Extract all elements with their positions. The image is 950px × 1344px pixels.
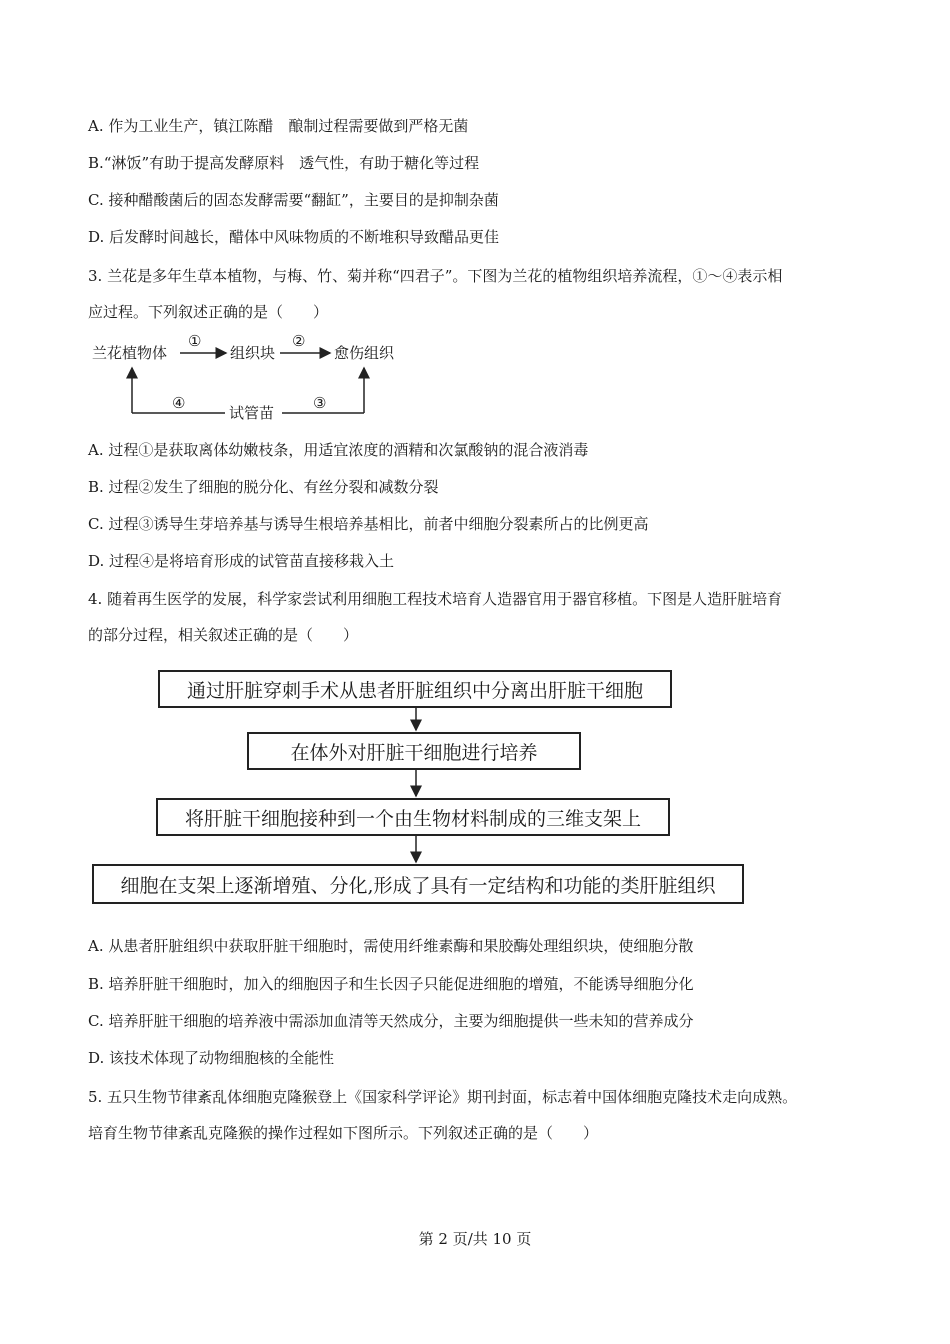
node-tissue-block: 组织块 (230, 344, 276, 362)
artificial-liver-flowchart (90, 664, 750, 914)
q4-option-b: B. 培养肝脏干细胞时，加入的细胞因子和生长因子只能促进细胞的增殖，不能诱导细胞分化 (88, 975, 694, 993)
page-number: 第 2 页/共 10 页 (418, 1230, 532, 1248)
q4-option-d: D. 该技术体现了动物细胞核的全能性 (88, 1049, 335, 1067)
q5-stem-line1: 5. 五只生物节律紊乱体细胞克隆猴登上《国家科学评论》期刊封面，标志着中国体细胞克隆技术走向成熟。 (88, 1088, 798, 1106)
node-callus: 愈伤组织 (334, 344, 395, 362)
node-test-tube-seedling: 试管苗 (229, 404, 275, 422)
flow-step-1: 通过肝脏穿刺手术从患者肝脏组织中分离出肝脏干细胞 (158, 670, 672, 708)
q3-stem-line2: 应过程。下列叙述正确的是（ ） (88, 303, 329, 321)
q4-option-a: A. 从患者肝脏组织中获取肝脏干细胞时，需使用纤维素酶和果胶酶处理组织块，使细胞分散 (88, 937, 694, 955)
flow-step-4: 细胞在支架上逐渐增殖、分化,形成了具有一定结构和功能的类肝脏组织 (92, 864, 744, 904)
q2-option-a: A. 作为工业生产，镇江陈醋 酿制过程需要做到严格无菌 (88, 117, 469, 135)
step-3-label: ③ (313, 394, 327, 412)
q5-stem-line2: 培育生物节律紊乱克隆猴的操作过程如下图所示。下列叙述正确的是（ ） (88, 1124, 599, 1142)
q3-option-d: D. 过程④是将培育形成的试管苗直接移栽入土 (88, 552, 395, 570)
q4-stem-line2: 的部分过程，相关叙述正确的是（ ） (88, 626, 359, 644)
q3-option-c: C. 过程③诱导生芽培养基与诱导生根培养基相比，前者中细胞分裂素所占的比例更高 (88, 515, 649, 533)
node-orchid-plant: 兰花植物体 (92, 344, 168, 362)
q3-stem-line1: 3. 兰花是多年生草本植物，与梅、竹、菊并称“四君子”。下图为兰花的植物组织培养流程，①～④表示相 (88, 267, 783, 285)
orchid-culture-diagram (92, 332, 402, 424)
flow-step-2: 在体外对肝脏干细胞进行培养 (247, 732, 581, 770)
step-2-label: ② (292, 332, 306, 350)
q4-stem-line1: 4. 随着再生医学的发展，科学家尝试利用细胞工程技术培育人造器官用于器官移植。下图是人造肝脏培育 (88, 590, 783, 608)
q4-option-c: C. 培养肝脏干细胞的培养液中需添加血清等天然成分，主要为细胞提供一些未知的营养成分 (88, 1012, 694, 1030)
q3-option-a: A. 过程①是获取离体幼嫩枝条，用适宜浓度的酒精和次氯酸钠的混合液消毒 (88, 441, 589, 459)
q2-option-b: B.“淋饭”有助于提高发酵原料 透气性，有助于糖化等过程 (88, 154, 480, 172)
q3-option-b: B. 过程②发生了细胞的脱分化、有丝分裂和减数分裂 (88, 478, 439, 496)
step-1-label: ① (188, 332, 202, 350)
flow-step-3: 将肝脏干细胞接种到一个由生物材料制成的三维支架上 (156, 798, 670, 836)
q2-option-c: C. 接种醋酸菌后的固态发酵需要“翻缸”，主要目的是抑制杂菌 (88, 191, 499, 209)
q2-option-d: D. 后发酵时间越长，醋体中风味物质的不断堆积导致醋品更佳 (88, 228, 500, 246)
step-4-label: ④ (172, 394, 186, 412)
